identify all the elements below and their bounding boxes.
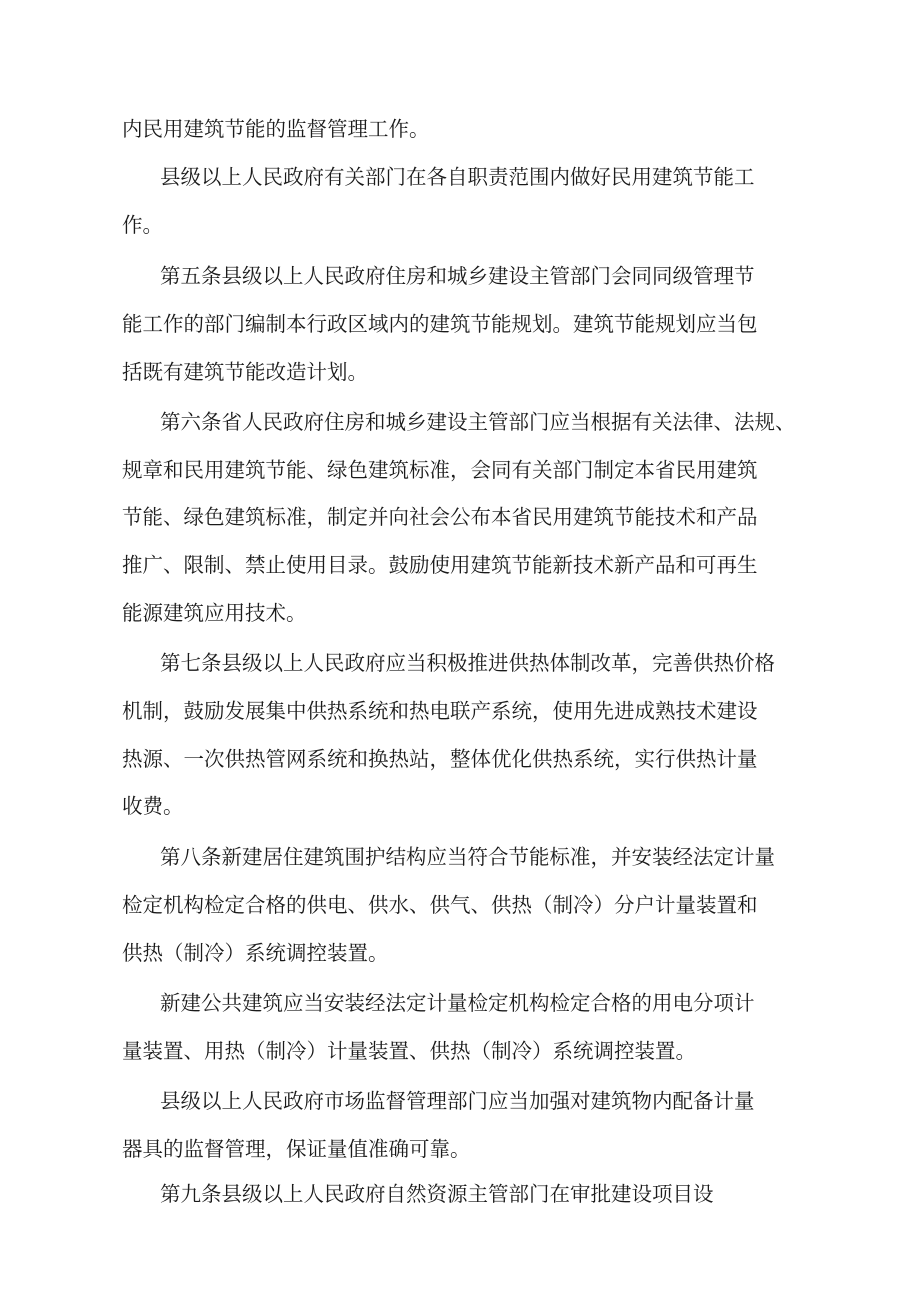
text-line: 县级以上人民政府市场监督管理部门应当加强对建筑物内配备计量 — [160, 1089, 755, 1113]
text-line: 括既有建筑节能改造计划。 — [122, 360, 368, 384]
text-line: 机制，鼓励发展集中供热系统和热电联产系统，使用先进成熟技术建设 — [122, 699, 758, 723]
text-line: 第八条新建居住建筑围护结构应当符合节能标准，并安装经法定计量 — [160, 845, 775, 869]
text-line: 作。 — [122, 213, 163, 237]
text-line: 供热（制冷）系统调控装置。 — [122, 941, 389, 965]
text-line: 内民用建筑节能的监督管理工作。 — [122, 117, 430, 141]
text-line: 第七条县级以上人民政府应当积极推进供热体制改革，完善供热价格 — [160, 651, 775, 675]
text-line: 能工作的部门编制本行政区域内的建筑节能规划。建筑节能规划应当包 — [122, 312, 758, 336]
text-line: 规章和民用建筑节能、绿色建筑标准，会同有关部门制定本省民用建筑 — [122, 458, 758, 482]
text-line: 第五条县级以上人民政府住房和城乡建设主管部门会同同级管理节 — [160, 264, 755, 288]
text-line: 新建公共建筑应当安装经法定计量检定机构检定合格的用电分项计 — [160, 991, 755, 1015]
text-line: 第六条省人民政府住房和城乡建设主管部门应当根据有关法律、法规、 — [160, 410, 796, 434]
text-line: 检定机构检定合格的供电、供水、供气、供热（制冷）分户计量装置和 — [122, 893, 758, 917]
text-line: 节能、绿色建筑标准，制定并向社会公布本省民用建筑节能技术和产品 — [122, 505, 758, 529]
text-line: 能源建筑应用技术。 — [122, 601, 307, 625]
text-line: 县级以上人民政府有关部门在各自职责范围内做好民用建筑节能工 — [160, 165, 755, 189]
text-line: 器具的监督管理，保证量值准确可靠。 — [122, 1137, 471, 1161]
text-line: 收费。 — [122, 794, 184, 818]
text-line: 量装置、用热（制冷）计量装置、供热（制冷）系统调控装置。 — [122, 1039, 696, 1063]
text-line: 热源、一次供热管网系统和换热站，整体优化供热系统，实行供热计量 — [122, 747, 758, 771]
text-line: 第九条县级以上人民政府自然资源主管部门在审批建设项目设 — [160, 1182, 714, 1206]
text-line: 推广、限制、禁止使用目录。鼓励使用建筑节能新技术新产品和可再生 — [122, 553, 758, 577]
